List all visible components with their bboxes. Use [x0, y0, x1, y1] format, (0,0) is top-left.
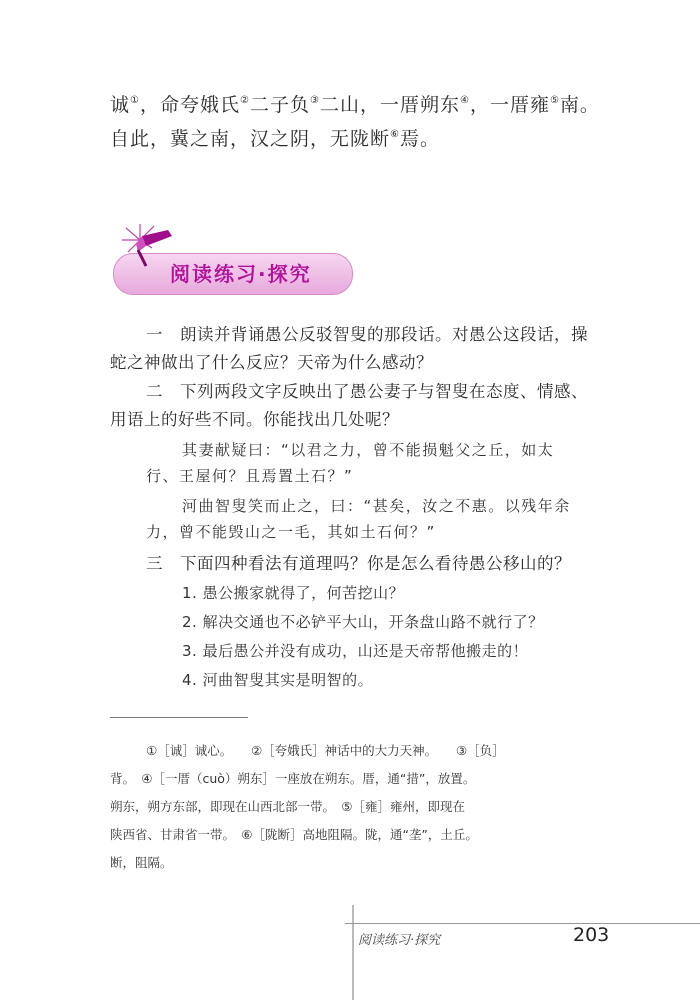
question-2-line-2: 用语上的好些不同。你能找出几处呢？ — [110, 410, 399, 429]
option-item: 4. 河曲智叟其实是明智的。 — [182, 671, 374, 689]
footer-section-label: 阅读练习·探究 — [358, 933, 441, 948]
question-3-line: 三 下面四种看法有道理吗？你是怎么看待愚公移山的？ — [146, 554, 571, 573]
option-item: 1. 愚公搬家就得了，何苦挖山？ — [182, 584, 405, 602]
passage-line-1: 诚①，命夸娥氏②二子负③二山，一厝朔东④，一厝雍⑤南。 — [110, 94, 600, 116]
question-2-line-1: 二 下列两段文字反映出了愚公妻子与智叟在态度、情感、 — [146, 382, 588, 401]
question-1-line-2: 蛇之神做出了什么反应？天帝为什么感动？ — [110, 353, 433, 372]
footnote-line-2: 背。 ④［一厝（cuò）朔东］一座放在朔东。厝，通“措”，放置。 — [110, 771, 476, 786]
footnote-line-5: 断，阻隔。 — [110, 855, 173, 870]
section-title: 阅读练习·探究 — [170, 262, 312, 286]
pen-icon — [118, 222, 178, 272]
option-item: 2. 解决交通也不必铲平大山，开条盘山路不就行了？ — [182, 613, 544, 631]
quote-2-line-2: 力，曾不能毁山之一毛，其如土石何？” — [146, 523, 436, 541]
passage-line-2: 自此，冀之南，汉之阴，无陇断⑥焉。 — [110, 128, 440, 150]
footer-vertical-divider — [352, 905, 354, 1000]
footnote-divider — [110, 717, 248, 718]
quote-1-line-2: 行、王屋何？且焉置土石？” — [146, 467, 354, 485]
footer-divider — [345, 923, 700, 924]
footnote-line-3: 朔东，朔方东部，即现在山西北部一带。 ⑤［雍］雍州，即现在 — [110, 799, 465, 814]
footnote-line-4: 陕西省、甘肃省一带。 ⑥［陇断］高地阻隔。陇，通“垄”，土丘。 — [110, 827, 478, 842]
option-item: 3. 最后愚公并没有成功，山还是天帝帮他搬走的！ — [182, 642, 529, 660]
page-number: 203 — [573, 924, 610, 946]
quote-2-line-1: 河曲智叟笑而止之，曰：“甚矣，汝之不惠。以残年余 — [182, 497, 571, 515]
question-1-line-1: 一 朗读并背诵愚公反驳智叟的那段话。对愚公这段话，操 — [146, 325, 588, 344]
footnote-line-1: ①［诚］诚心。 ②［夸娥氏］神话中的大力天神。 ③［负］ — [146, 743, 505, 758]
quote-1-line-1: 其妻献疑曰：“以君之力，曾不能损魁父之丘，如太 — [182, 441, 555, 459]
